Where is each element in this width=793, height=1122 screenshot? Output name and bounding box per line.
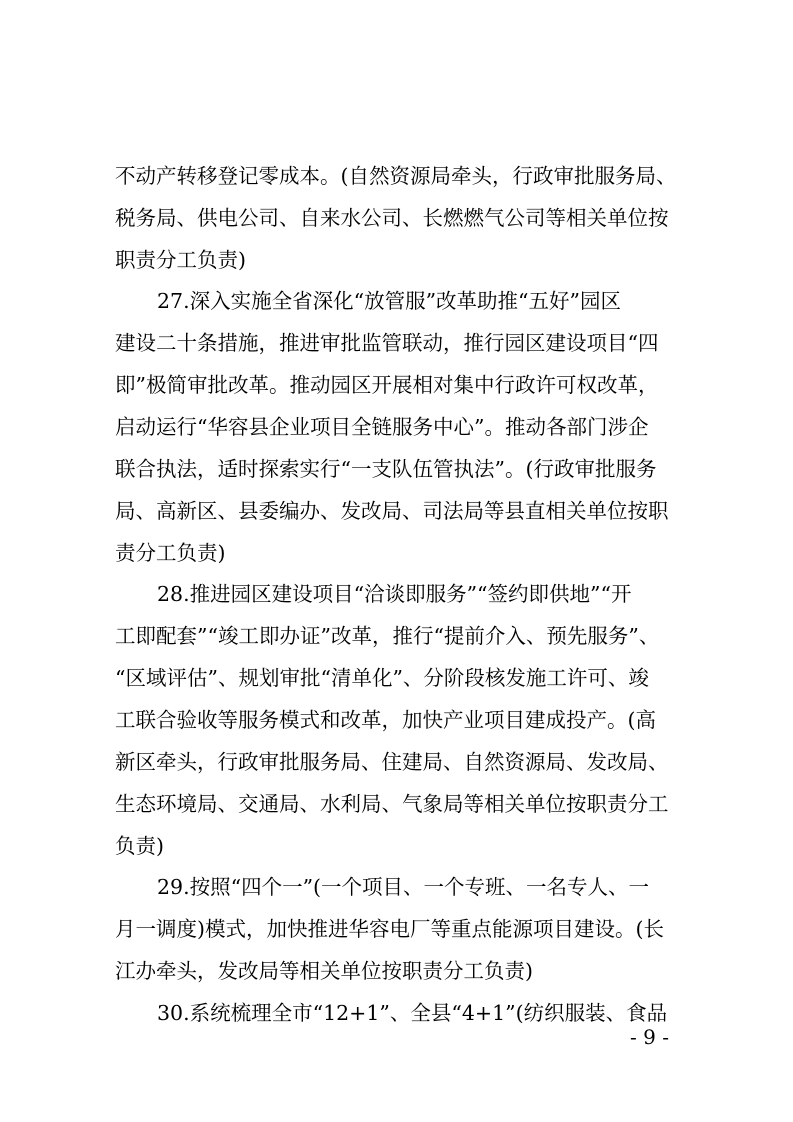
- text-line: [0, 407, 793, 447]
- paragraph-start-29: [0, 867, 793, 907]
- text-line: [0, 365, 793, 405]
- line-text: 即”极简审批改革。推动园区开展相对集中行政许可权改革，: [115, 373, 659, 397]
- text-line: [0, 909, 793, 949]
- text-line: [0, 491, 793, 531]
- line-text: 局、高新区、县委编办、发改局、司法局等县直相关单位按职: [115, 499, 669, 523]
- line-text: 生态环境局、交通局、水利局、气象局等相关单位按职责分工: [115, 792, 669, 816]
- line-text: 工联合验收等服务模式和改革，加快产业项目建成投产。(高: [115, 708, 656, 732]
- text-line: [0, 198, 793, 238]
- text-line: [0, 700, 793, 740]
- line-text: “区域评估”、规划审批“清单化”、分阶段核发施工许可、竣: [115, 666, 649, 690]
- line-text: 月一调度)模式，加快推进华容电厂等重点能源项目建设。(长: [115, 917, 664, 941]
- line-text: 29.按照“四个一”(一个项目、一个专班、一名专人、一: [157, 875, 650, 899]
- line-text: 启动运行“华容县企业项目全链服务中心”。推动各部门涉企: [115, 415, 649, 439]
- text-line: [0, 449, 793, 489]
- text-line: [0, 826, 793, 866]
- text-line: [0, 240, 793, 280]
- text-line: [0, 533, 793, 573]
- line-text: 联合执法，适时探索实行“一支队伍管执法”。(行政审批服务: [115, 457, 657, 481]
- line-text: 27.深入实施全省深化“放管服”改革助推“五好”园区: [157, 289, 622, 313]
- line-text: 不动产转移登记零成本。(自然资源局牵头，行政审批服务局、: [115, 164, 677, 188]
- page-number: - 9 -: [630, 1025, 669, 1049]
- line-text: 负责): [115, 834, 164, 858]
- text-line: [0, 323, 793, 363]
- text-line: [0, 742, 793, 782]
- line-text: 税务局、供电公司、自来水公司、长燃燃气公司等相关单位按: [115, 206, 669, 230]
- line-text: 责分工负责): [115, 541, 226, 565]
- line-text: 建设二十条措施，推进审批监管联动，推行园区建设项目“四: [115, 331, 659, 355]
- text-line: [0, 616, 793, 656]
- text-line: [0, 658, 793, 698]
- text-line: [0, 784, 793, 824]
- line-text: 江办牵头，发改局等相关单位按职责分工负责): [115, 959, 533, 983]
- text-line: [0, 156, 793, 196]
- line-text: 30.系统梳理全市“12+1”、全县“4+1”(纺织服装、食品: [157, 1001, 668, 1025]
- paragraph-start-27: [0, 281, 793, 321]
- line-text: 工即配套”“竣工即办证”改革，推行“提前介入、预先服务”、: [115, 624, 660, 648]
- line-text: 职责分工负责): [115, 248, 246, 272]
- paragraph-start-28: [0, 574, 793, 614]
- line-text: 28.推进园区建设项目“洽谈即服务”“签约即供地”“开: [157, 582, 632, 606]
- text-line: [0, 951, 793, 991]
- line-text: 新区牵头，行政审批服务局、住建局、自然资源局、发改局、: [115, 750, 669, 774]
